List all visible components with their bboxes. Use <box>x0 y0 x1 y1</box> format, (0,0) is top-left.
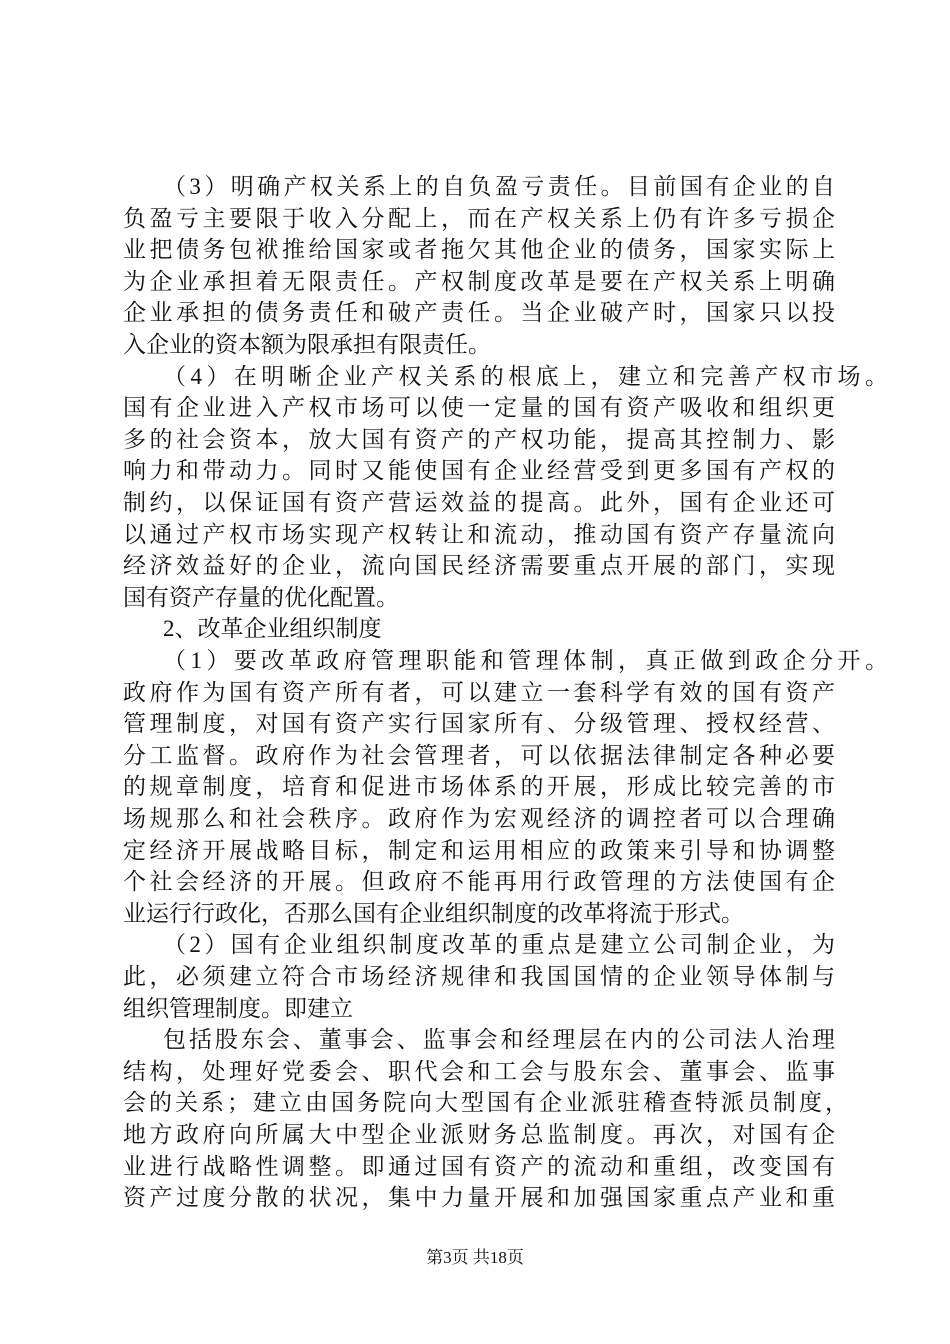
paragraph-line: 分工监督。政府作为社会管理者，可以依据法律制定各种必要 <box>123 742 835 768</box>
paragraph-line: 政府作为国有资产所有者，可以建立一套科学有效的国有资产 <box>123 679 835 705</box>
paragraph-line: 会的关系；建立由国务院向大型国有企业派驻稽查特派员制度， <box>123 1090 848 1116</box>
paragraph-line: 经济效益好的企业，流向国民经济需要重点开展的部门，实现 <box>123 553 835 579</box>
paragraph-line: 多的社会资本，放大国有资产的产权功能，提高其控制力、影 <box>123 426 835 452</box>
paragraph-line: 的规章制度，培育和促进市场体系的开展，形成比较完善的市 <box>123 774 835 800</box>
paragraph-line: 个社会经济的开展。但政府不能再用行政管理的方法使国有企 <box>123 869 835 895</box>
paragraph-first-line: （4）在明晰企业产权关系的根底上，建立和完善产权市场。 <box>163 363 888 389</box>
paragraph-line: 地方政府向所属大中型企业派财务总监制度。再次，对国有企 <box>123 1122 835 1147</box>
paragraph-line: 组织管理制度。即建立 <box>123 995 353 1021</box>
paragraph-first-line: （3）明确产权关系上的自负盈亏责任。目前国有企业的自 <box>163 174 835 199</box>
paragraph-line: 业进行战略性调整。即通过国有资产的流动和重组，改变国有 <box>123 1153 835 1179</box>
page-footer: 第3页 共18页 <box>426 1248 524 1267</box>
paragraph-line: 入企业的资本额为限承担有限责任。 <box>123 332 491 357</box>
paragraph-line: 定经济开展战略目标，制定和运用相应的政策来引导和协调整 <box>123 837 835 863</box>
paragraph-line: 负盈亏主要限于收入分配上，而在产权关系上仍有许多亏损企 <box>123 205 835 231</box>
paragraph-line: 结构，处理好党委会、职代会和工会与股东会、董事会、监事 <box>123 1058 835 1084</box>
paragraph-line: 企业承担的债务责任和破产责任。当企业破产时，国家只以投 <box>123 300 835 326</box>
paragraph-line: 场规那么和社会秩序。政府作为宏观经济的调控者可以合理确 <box>123 806 835 831</box>
paragraph-first-line: （1）要改革政府管理职能和管理体制，真正做到政企分开。 <box>163 648 888 673</box>
paragraph-line: 以通过产权市场实现产权转让和流动，推动国有资产存量流向 <box>123 521 835 547</box>
paragraph-line: 制约，以保证国有资产营运效益的提高。此外，国有企业还可 <box>123 490 835 515</box>
paragraph-line: 国有企业进入产权市场可以使一定量的国有资产吸收和组织更 <box>123 395 835 421</box>
paragraph-first-line: 包括股东会、董事会、监事会和经理层在内的公司法人治理 <box>163 1027 835 1053</box>
paragraph-first-line: 2、改革企业组织制度 <box>163 616 382 642</box>
paragraph-line: 资产过度分散的状况，集中力量开展和加强国家重点产业和重 <box>123 1185 835 1211</box>
paragraph-line: 国有资产存量的优化配置。 <box>123 584 399 610</box>
paragraph-line: 业运行行政化，否那么国有企业组织制度的改革将流于形式。 <box>123 900 744 926</box>
paragraph-line: 管理制度，对国有资产实行国家所有、分级管理、授权经营、 <box>123 711 835 737</box>
paragraph-line: 响力和带动力。同时又能使国有企业经营受到更多国有产权的 <box>123 458 835 484</box>
paragraph-line: 业把债务包袱推给国家或者拖欠其他企业的债务，国家实际上 <box>123 237 835 263</box>
paragraph-line: 为企业承担着无限责任。产权制度改革是要在产权关系上明确 <box>123 268 835 294</box>
paragraph-line: 此，必须建立符合市场经济规律和我国国情的企业领导体制与 <box>123 964 835 989</box>
paragraph-first-line: （2）国有企业组织制度改革的重点是建立公司制企业，为 <box>163 932 835 958</box>
